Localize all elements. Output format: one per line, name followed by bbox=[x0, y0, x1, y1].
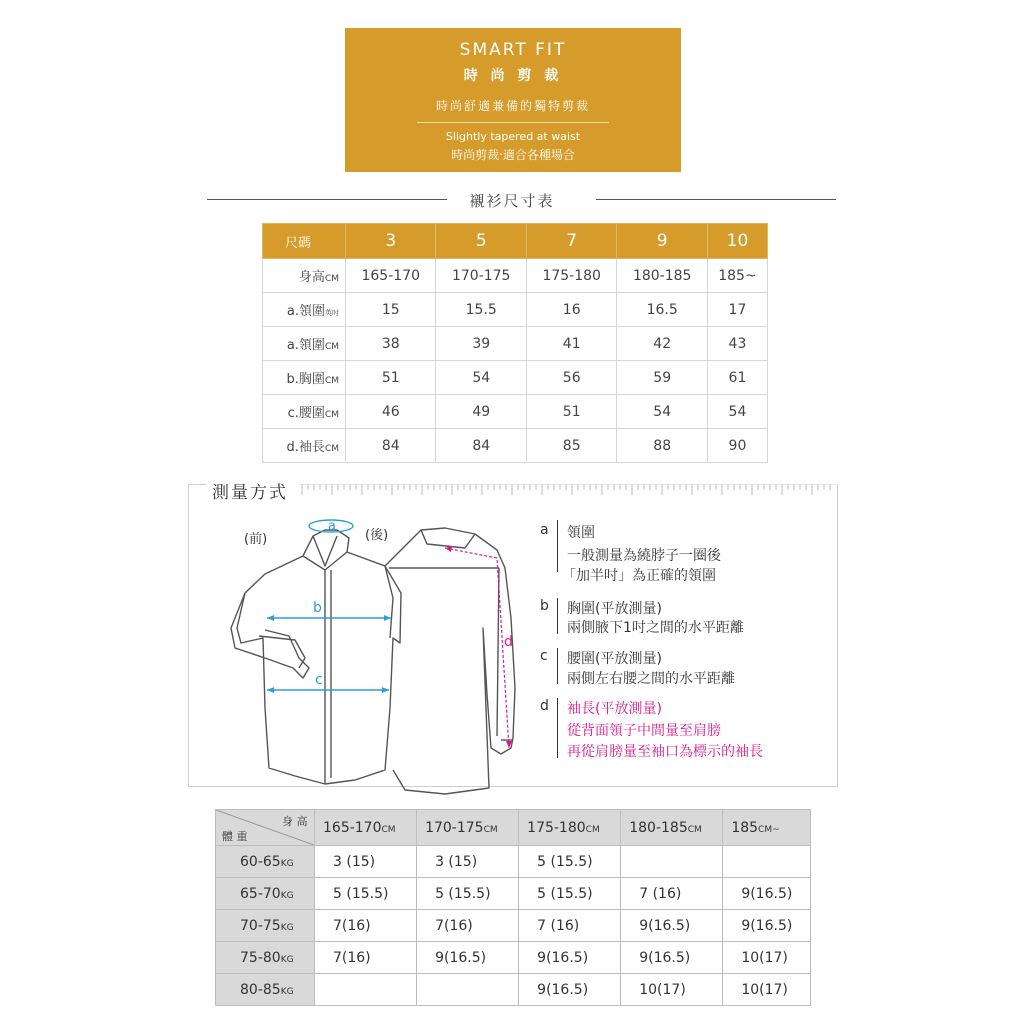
item-a-desc2: 「加半吋」為正確的領圍 bbox=[562, 568, 716, 584]
size-cell: 51 bbox=[526, 395, 616, 429]
corner-height-label: 身 高 bbox=[282, 815, 308, 828]
weight-row-label bbox=[216, 974, 315, 1006]
size-cell: 54 bbox=[617, 395, 707, 429]
height-unit: CM bbox=[585, 824, 600, 835]
size-recommendation-cell: 9(16.5) bbox=[519, 942, 621, 974]
size-cell: 42 bbox=[617, 327, 707, 361]
corner-weight-label: 體 重 bbox=[222, 830, 248, 843]
weight-row bbox=[216, 942, 811, 974]
size-cell: 88 bbox=[617, 429, 707, 463]
weight-range: 65-70 bbox=[240, 885, 281, 902]
banner-divider bbox=[417, 122, 609, 123]
size-row bbox=[263, 259, 768, 293]
banner-title-zh: 時 尚 剪 裁 bbox=[463, 68, 563, 84]
banner-subtitle-zh: 時尚剪裁‧適合各種場合 bbox=[451, 148, 575, 162]
size-cell: 41 bbox=[526, 327, 616, 361]
size-recommendation-cell: 3 (15) bbox=[315, 846, 417, 878]
height-range: 175-180 bbox=[527, 819, 586, 836]
size-row-label bbox=[263, 395, 346, 429]
size-recommendation-cell: 9(16.5) bbox=[621, 942, 723, 974]
height-unit: CM bbox=[687, 824, 702, 835]
row-label-unit: CM bbox=[324, 444, 339, 454]
size-header-cell: 10 bbox=[707, 224, 767, 259]
size-cell: 39 bbox=[436, 327, 526, 361]
measure-box-top-rule bbox=[188, 484, 206, 485]
size-recommendation-cell: 5 (15.5) bbox=[519, 878, 621, 910]
smart-fit-banner bbox=[345, 28, 681, 172]
size-recommendation-cell: 9(16.5) bbox=[723, 878, 811, 910]
size-row-label bbox=[263, 293, 346, 327]
weight-range: 60-65 bbox=[240, 853, 281, 870]
size-row-label bbox=[263, 429, 346, 463]
size-row-label bbox=[263, 327, 346, 361]
diagram-label-b: b bbox=[313, 600, 322, 616]
item-letter-b: b bbox=[540, 598, 549, 614]
size-recommendation-cell bbox=[723, 846, 811, 878]
weight-row-label bbox=[216, 846, 315, 878]
item-d-desc1: 從背面領子中間量至肩膀 bbox=[567, 723, 721, 739]
size-cell: 54 bbox=[707, 395, 767, 429]
weight-range: 70-75 bbox=[240, 917, 281, 934]
size-cell: 175-180 bbox=[526, 259, 616, 293]
size-row-label bbox=[263, 361, 346, 395]
front-label: (前) bbox=[244, 532, 268, 547]
height-range: 170-175 bbox=[425, 819, 484, 836]
item-b-title: 胸圍(平放測量) bbox=[567, 601, 662, 617]
size-recommendation-cell: 9(16.5) bbox=[519, 974, 621, 1006]
size-recommendation-cell: 7(16) bbox=[417, 910, 519, 942]
item-a-desc1: 一般測量為繞脖子一圈後 bbox=[567, 548, 721, 564]
weight-unit: KG bbox=[280, 922, 294, 933]
size-cell: 17 bbox=[707, 293, 767, 327]
height-range: 165-170 bbox=[323, 819, 382, 836]
item-a-bar bbox=[557, 520, 558, 572]
size-cell: 61 bbox=[707, 361, 767, 395]
size-recommendation-cell bbox=[315, 974, 417, 1006]
size-recommendation-cell: 5 (15.5) bbox=[519, 846, 621, 878]
weight-row bbox=[216, 878, 811, 910]
row-label-unit: CM bbox=[324, 376, 339, 386]
size-recommendation-cell: 7(16) bbox=[315, 942, 417, 974]
diagram-label-c: c bbox=[315, 672, 323, 688]
shirt-diagram bbox=[225, 508, 525, 798]
item-b-desc: 兩側腋下1吋之間的水平距離 bbox=[567, 620, 744, 636]
size-cell: 16.5 bbox=[617, 293, 707, 327]
weight-row bbox=[216, 974, 811, 1006]
weight-row-label bbox=[216, 878, 315, 910]
size-recommendation-cell: 7 (16) bbox=[621, 878, 723, 910]
size-recommendation-cell bbox=[417, 974, 519, 1006]
size-row bbox=[263, 395, 768, 429]
size-cell: 15 bbox=[346, 293, 436, 327]
row-label-text: b.胸圍 bbox=[286, 372, 325, 387]
item-letter-c: c bbox=[540, 648, 548, 664]
item-letter-d: d bbox=[540, 698, 549, 714]
row-label-text: 身高 bbox=[298, 270, 325, 285]
ruler-decoration bbox=[300, 484, 836, 496]
weight-row-label bbox=[216, 910, 315, 942]
diagram-label-d: d bbox=[504, 634, 513, 650]
size-header-cell: 7 bbox=[526, 224, 616, 259]
size-recommendation-cell: 7 (16) bbox=[519, 910, 621, 942]
size-cell: 15.5 bbox=[436, 293, 526, 327]
size-cell: 51 bbox=[346, 361, 436, 395]
item-c-title: 腰圍(平放測量) bbox=[567, 651, 662, 667]
size-row bbox=[263, 361, 768, 395]
row-label-text: a.領圍 bbox=[286, 338, 325, 353]
height-header-cell bbox=[315, 810, 417, 846]
row-label-unit: 英吋 bbox=[325, 309, 339, 317]
size-cell: 46 bbox=[346, 395, 436, 429]
size-cell: 165-170 bbox=[346, 259, 436, 293]
item-c-desc: 兩側左右腰之間的水平距離 bbox=[567, 671, 735, 687]
weight-row-label bbox=[216, 942, 315, 974]
size-recommendation-cell: 3 (15) bbox=[417, 846, 519, 878]
item-a-title: 領圍 bbox=[567, 525, 595, 541]
size-recommendation-cell: 10(17) bbox=[621, 974, 723, 1006]
item-letter-a: a bbox=[540, 522, 549, 538]
row-label-text: a.領圍 bbox=[286, 304, 325, 319]
size-row-label bbox=[263, 259, 346, 293]
size-cell: 54 bbox=[436, 361, 526, 395]
weight-row bbox=[216, 910, 811, 942]
height-header-cell bbox=[621, 810, 723, 846]
size-recommendation-cell: 9(16.5) bbox=[621, 910, 723, 942]
weight-range: 75-80 bbox=[240, 949, 281, 966]
weight-unit: KG bbox=[280, 986, 294, 997]
item-b-bar bbox=[557, 598, 558, 634]
size-chart-table bbox=[262, 223, 768, 463]
size-cell: 170-175 bbox=[436, 259, 526, 293]
weight-unit: KG bbox=[280, 858, 294, 869]
row-label-unit: CM bbox=[324, 274, 339, 284]
size-cell: 38 bbox=[346, 327, 436, 361]
weight-row bbox=[216, 846, 811, 878]
item-d-title: 袖長(平放測量) bbox=[567, 701, 662, 717]
size-cell: 85 bbox=[526, 429, 616, 463]
height-unit: CM~ bbox=[758, 824, 780, 835]
size-cell: 180-185 bbox=[617, 259, 707, 293]
height-unit: CM bbox=[381, 824, 396, 835]
row-label-unit: CM bbox=[324, 342, 339, 352]
front-shirt-outline bbox=[237, 552, 401, 784]
row-label-text: c.腰圍 bbox=[287, 406, 325, 421]
size-header-row bbox=[263, 224, 768, 259]
size-cell: 84 bbox=[346, 429, 436, 463]
size-cell: 90 bbox=[707, 429, 767, 463]
height-header-cell bbox=[519, 810, 621, 846]
measure-section-title: 測量方式 bbox=[206, 478, 294, 503]
size-cell: 56 bbox=[526, 361, 616, 395]
size-recommendation-cell: 9(16.5) bbox=[417, 942, 519, 974]
height-unit: CM bbox=[483, 824, 498, 835]
row-label-unit: CM bbox=[324, 410, 339, 420]
size-recommendation-cell: 7(16) bbox=[315, 910, 417, 942]
size-header-label: 尺碼 bbox=[263, 224, 346, 259]
size-chart-title: 襯衫尺寸表 bbox=[469, 192, 555, 210]
size-row bbox=[263, 293, 768, 327]
size-recommendation-cell: 5 (15.5) bbox=[417, 878, 519, 910]
size-row bbox=[263, 429, 768, 463]
item-d-desc2: 再從肩膀量至袖口為標示的袖長 bbox=[567, 744, 763, 760]
height-header-cell bbox=[723, 810, 811, 846]
item-d-bar bbox=[557, 698, 558, 758]
size-recommendation-cell: 9(16.5) bbox=[723, 910, 811, 942]
item-c-bar bbox=[557, 648, 558, 684]
size-recommendation-cell bbox=[621, 846, 723, 878]
weight-unit: KG bbox=[280, 954, 294, 965]
size-cell: 59 bbox=[617, 361, 707, 395]
weight-unit: KG bbox=[280, 890, 294, 901]
size-row bbox=[263, 327, 768, 361]
size-cell: 43 bbox=[707, 327, 767, 361]
size-cell: 16 bbox=[526, 293, 616, 327]
height-range: 180-185 bbox=[629, 819, 688, 836]
size-header-cell: 5 bbox=[436, 224, 526, 259]
size-cell: 84 bbox=[436, 429, 526, 463]
banner-title-en: SMART FIT bbox=[459, 40, 567, 60]
size-recommendation-cell: 10(17) bbox=[723, 942, 811, 974]
size-cell: 49 bbox=[436, 395, 526, 429]
size-header-cell: 9 bbox=[617, 224, 707, 259]
row-label-text: d.袖長 bbox=[286, 440, 325, 455]
weight-range: 80-85 bbox=[240, 981, 281, 998]
corner-header-cell bbox=[216, 810, 315, 846]
size-recommendation-cell: 10(17) bbox=[723, 974, 811, 1006]
back-label: (後) bbox=[365, 528, 389, 543]
size-cell: 185~ bbox=[707, 259, 767, 293]
height-header-cell bbox=[417, 810, 519, 846]
height-weight-table bbox=[215, 809, 811, 1006]
banner-tagline: 時尚舒適兼備的獨特剪裁 bbox=[435, 99, 590, 113]
diagram-label-a: a bbox=[328, 519, 336, 534]
weight-header-row bbox=[216, 810, 811, 846]
size-header-cell: 3 bbox=[346, 224, 436, 259]
size-recommendation-cell: 5 (15.5) bbox=[315, 878, 417, 910]
height-range: 185 bbox=[731, 819, 759, 836]
banner-subtitle-en: Slightly tapered at waist bbox=[445, 130, 581, 143]
